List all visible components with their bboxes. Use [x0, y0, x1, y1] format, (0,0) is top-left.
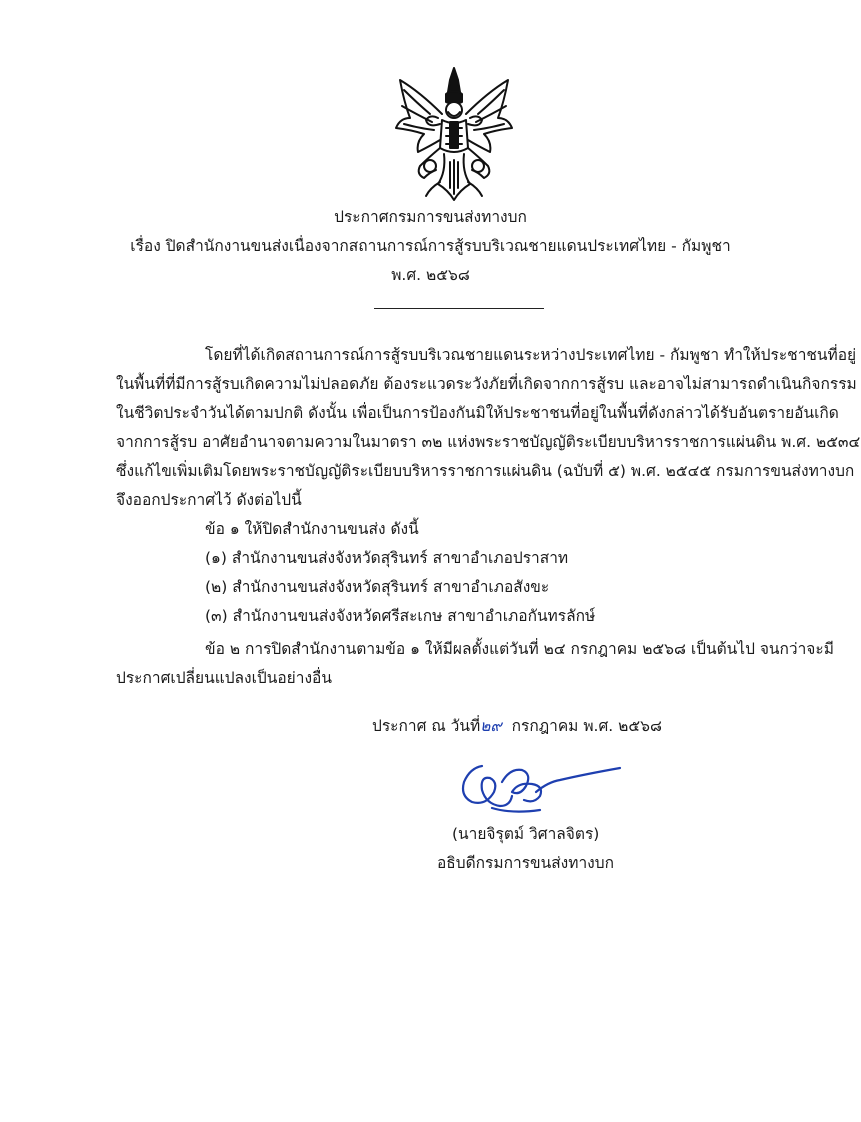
- paragraph-line: จึงออกประกาศไว้ ดังต่อไปนี้: [116, 491, 302, 509]
- date-suffix: กรกฎาคม พ.ศ. ๒๕๖๘: [511, 717, 662, 735]
- paragraph-line: ในชีวิตประจำวันได้ตามปกติ ดังนั้น เพื่อเป็นการป้องกันมิให้ประชาชนที่อยู่ในพื้นที่ดังกล่าวได้รับอันตรายอันเกิด: [116, 404, 839, 422]
- signatory-title: อธิบดีกรมการขนส่งทางบก: [437, 854, 614, 872]
- year-heading: พ.ศ. ๒๕๖๘: [391, 266, 470, 284]
- date-day-handwritten: ๒๙: [480, 717, 502, 735]
- clause-2-continued: ประกาศเปลี่ยนแปลงเป็นอย่างอื่น: [116, 669, 332, 687]
- announcement-date: [372, 716, 662, 736]
- office-item: (๑) สำนักงานขนส่งจังหวัดสุรินทร์ สาขาอำเภอปราสาท: [205, 549, 569, 567]
- office-item: (๓) สำนักงานขนส่งจังหวัดศรีสะเกษ สาขาอำเภอกันทรลักษ์: [205, 607, 596, 625]
- signature-image: [452, 752, 627, 822]
- paragraph-line: ในพื้นที่ที่มีการสู้รบเกิดความไม่ปลอดภัย ต้องระแวดระวังภัยที่เกิดจากการสู้รบ และอาจไม่สามารถดำเนินกิจกรรม: [116, 375, 857, 393]
- header-divider: [374, 308, 544, 309]
- paragraph-line: จากการสู้รบ อาศัยอำนาจตามความในมาตรา ๓๒ แห่งพระราชบัญญัติระเบียบบริหารราชการแผ่นดิน พ.ศ. ๒๕๓๔: [116, 433, 861, 451]
- garuda-emblem-icon: [390, 62, 518, 204]
- clause-2: ข้อ ๒ การปิดสำนักงานตามข้อ ๑ ให้มีผลตั้งแต่วันที่ ๒๔ กรกฎาคม ๒๕๖๘ เป็นต้นไป จนกว่าจะมี: [205, 640, 834, 658]
- signatory-name: (นายจิรุตม์ วิศาลจิตร): [452, 825, 600, 843]
- paragraph-line: โดยที่ได้เกิดสถานการณ์การสู้รบบริเวณชายแดนระหว่างประเทศไทย - กัมพูชา ทำให้ประชาชนที่อยู่: [205, 346, 857, 364]
- issuer-heading: ประกาศกรมการขนส่งทางบก: [334, 208, 527, 226]
- subject-heading: เรื่อง ปิดสำนักงานขนส่งเนื่องจากสถานการณ์การสู้รบบริเวณชายแดนประเทศไทย - กัมพูชา: [130, 237, 731, 255]
- office-item: (๒) สำนักงานขนส่งจังหวัดสุรินทร์ สาขาอำเภอสังขะ: [205, 578, 550, 596]
- date-prefix: ประกาศ ณ วันที่: [372, 717, 481, 735]
- paragraph-line: ซึ่งแก้ไขเพิ่มเติมโดยพระราชบัญญัติระเบียบบริหารราชการแผ่นดิน (ฉบับที่ ๕) พ.ศ. ๒๕๔๕ กรมการขนส่งทางบก: [116, 462, 855, 480]
- clause-1: ข้อ ๑ ให้ปิดสำนักงานขนส่ง ดังนี้: [205, 520, 419, 538]
